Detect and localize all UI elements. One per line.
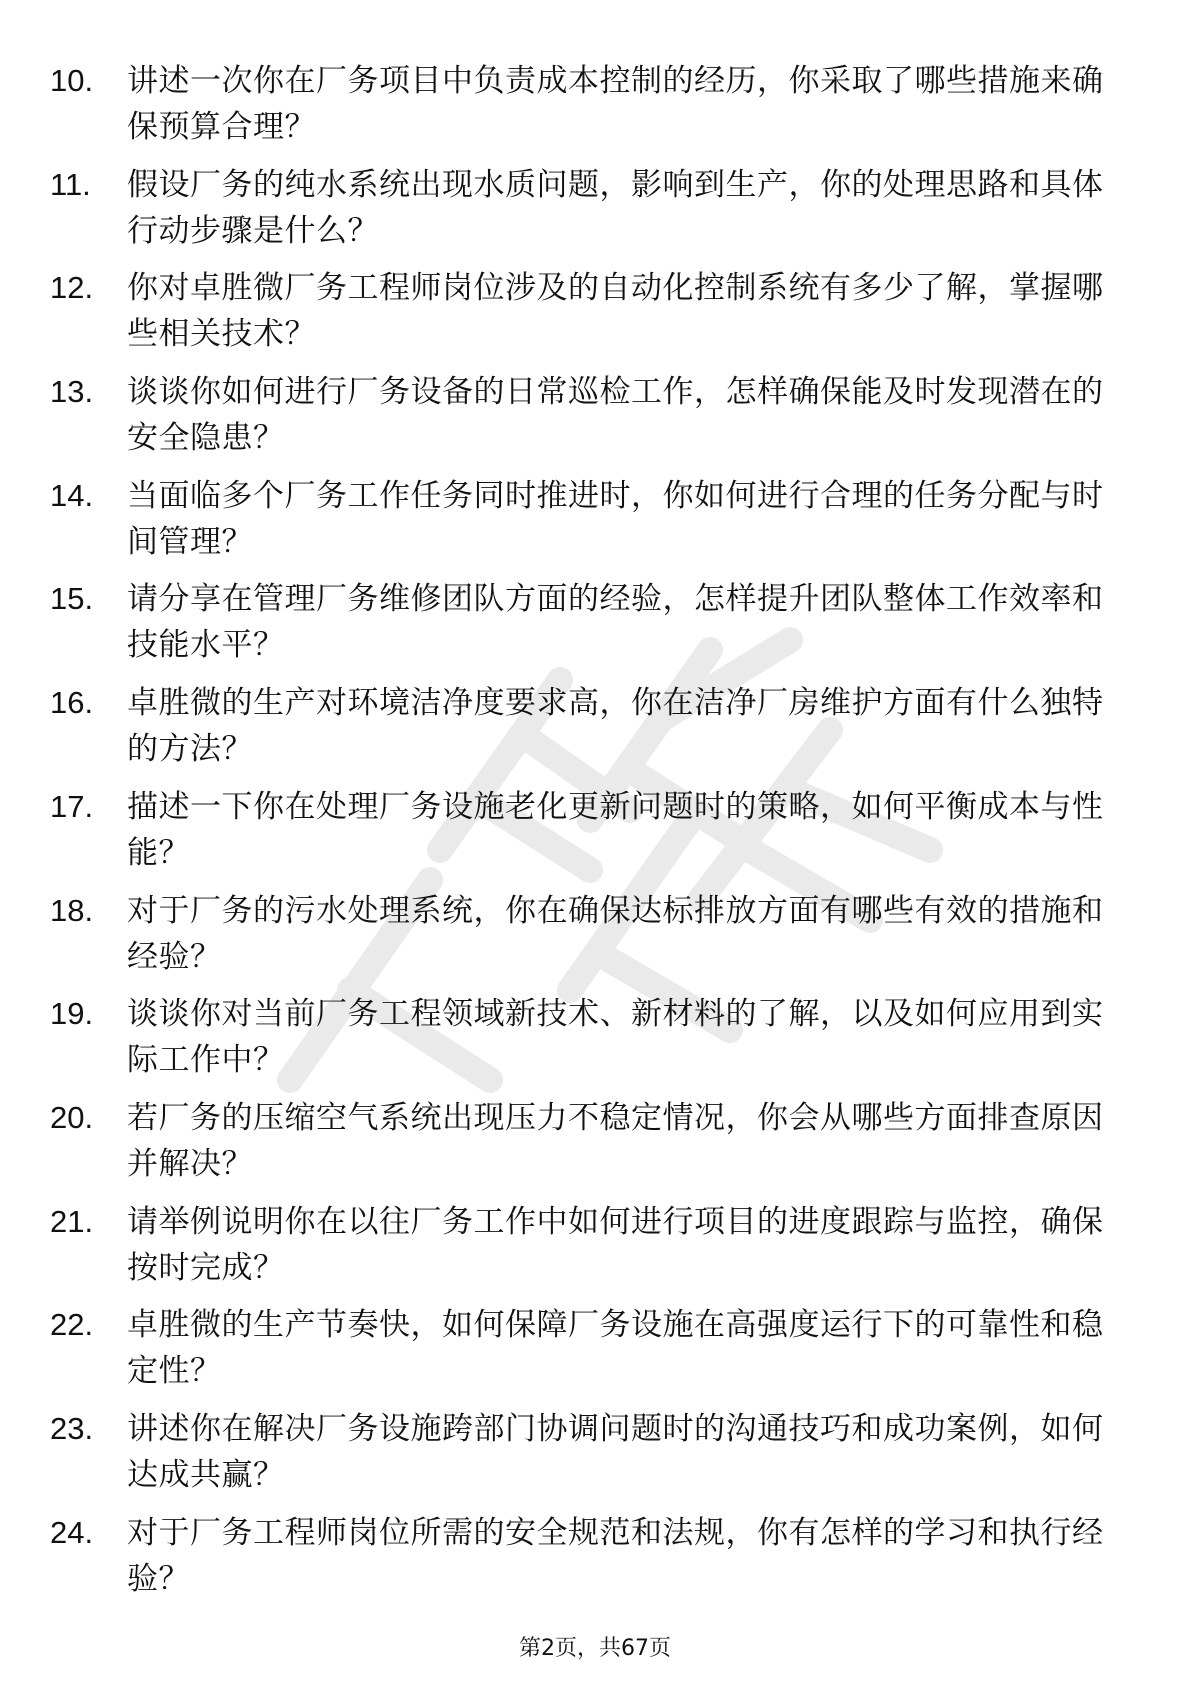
- question-number: 11.: [50, 166, 91, 202]
- question-item: [0, 880, 1190, 984]
- question-text: 当面临多个厂务工作任务同时推进时，你如何进行合理的任务分配与时间管理？: [127, 477, 1104, 560]
- question-text: 描述一下你在处理厂务设施老化更新问题时的策略，如何平衡成本与性能？: [127, 788, 1104, 871]
- question-item: [0, 568, 1190, 672]
- question-item: [0, 1398, 1190, 1502]
- question-text: 你对卓胜微厂务工程师岗位涉及的自动化控制系统有多少了解，掌握哪些相关技术？: [127, 270, 1104, 353]
- question-number: 19.: [50, 996, 94, 1032]
- question-number: 24.: [50, 1514, 94, 1550]
- question-text: 谈谈你对当前厂务工程领域新技术、新材料的了解，以及如何应用到实际工作中？: [127, 996, 1104, 1079]
- question-number: 10.: [50, 63, 94, 98]
- question-text: 请举例说明你在以往厂务工作中如何进行项目的进度跟踪与监控，确保按时完成？: [127, 1203, 1104, 1286]
- question-number: 18.: [50, 892, 94, 928]
- question-text: 假设厂务的纯水系统出现水质问题，影响到生产，你的处理思路和具体行动步骤是什么？: [127, 166, 1104, 249]
- question-item: [0, 1087, 1190, 1191]
- question-number: 13.: [50, 374, 94, 410]
- question-number: 15.: [50, 581, 94, 617]
- question-item: [0, 257, 1190, 361]
- question-number: 17.: [50, 788, 94, 824]
- page-footer: 第2页，共67页: [519, 1636, 671, 1661]
- question-number: 21.: [50, 1203, 94, 1239]
- question-number: 12.: [50, 270, 94, 306]
- question-list: [0, 50, 1190, 1605]
- question-item: [0, 776, 1190, 880]
- question-text: 讲述你在解决厂务设施跨部门协调问题时的沟通技巧和成功案例，如何达成共赢？: [127, 1410, 1104, 1493]
- question-text: 卓胜微的生产对环境洁净度要求高，你在洁净厂房维护方面有什么独特的方法？: [127, 685, 1104, 768]
- question-text: 对于厂务工程师岗位所需的安全规范和法规，你有怎样的学习和执行经验？: [127, 1514, 1104, 1597]
- question-item: [0, 1294, 1190, 1398]
- question-item: [0, 672, 1190, 776]
- question-item: [0, 50, 1190, 154]
- question-item: [0, 1502, 1190, 1606]
- question-text: 卓胜微的生产节奏快，如何保障厂务设施在高强度运行下的可靠性和稳定性？: [127, 1307, 1104, 1390]
- question-text: 对于厂务的污水处理系统，你在确保达标排放方面有哪些有效的措施和经验？: [127, 892, 1104, 975]
- question-item: [0, 154, 1190, 258]
- question-text: 谈谈你如何进行厂务设备的日常巡检工作，怎样确保能及时发现潜在的安全隐患？: [127, 374, 1104, 457]
- question-item: [0, 361, 1190, 465]
- question-item: [0, 465, 1190, 569]
- question-item: [0, 983, 1190, 1087]
- question-number: 23.: [50, 1410, 94, 1446]
- question-text: 讲述一次你在厂务项目中负责成本控制的经历，你采取了哪些措施来确保预算合理？: [127, 63, 1104, 145]
- question-item: [0, 1191, 1190, 1295]
- question-number: 22.: [50, 1307, 94, 1343]
- question-number: 16.: [50, 685, 94, 721]
- question-text: 请分享在管理厂务维修团队方面的经验，怎样提升团队整体工作效率和技能水平？: [127, 581, 1104, 664]
- question-text: 若厂务的压缩空气系统出现压力不稳定情况，你会从哪些方面排查原因并解决？: [127, 1099, 1104, 1182]
- question-number: 14.: [50, 477, 94, 513]
- question-number: 20.: [50, 1099, 94, 1135]
